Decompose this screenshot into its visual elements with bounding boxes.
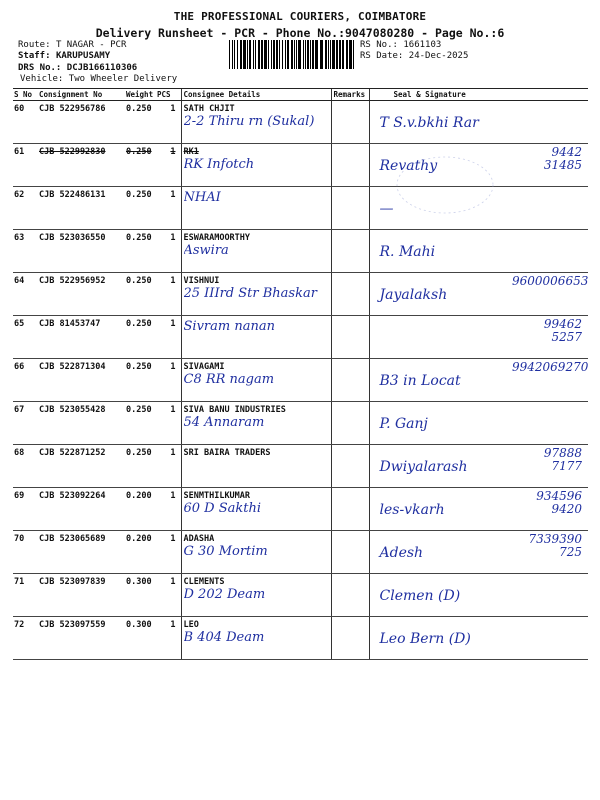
row-pcs: 1: [155, 101, 181, 144]
row-sno: 67: [13, 402, 37, 445]
row-weight: 0.250: [124, 273, 155, 316]
row-sno: 61: [13, 144, 37, 187]
row-pcs: 1: [155, 402, 181, 445]
consignee-name: ADASHA: [183, 534, 215, 544]
consignee-handwritten-address: D 202 Deam: [183, 587, 266, 602]
table-row: [13, 230, 588, 273]
row-consignment-no: CJB 522956786: [37, 101, 124, 144]
row-consignment-no: CJB 522486131: [37, 187, 124, 230]
row-consignment-no: CJB 522871304: [37, 359, 124, 402]
consignee-name: RK1: [183, 147, 199, 157]
consignee-name: SENMTHILKUMAR: [183, 491, 251, 501]
row-pcs: 1: [155, 445, 181, 488]
staff-label: Staff:: [18, 51, 56, 61]
recipient-phone: 934596 9420: [536, 489, 582, 516]
consignee-name: SIVA BANU INDUSTRIES: [183, 405, 286, 415]
row-pcs: 1: [155, 273, 181, 316]
row-pcs: 1: [155, 187, 181, 230]
row-consignment-no: CJB 523097559: [37, 617, 124, 660]
vehicle-value: Two Wheeler Delivery: [68, 74, 178, 84]
row-weight: 0.250: [124, 445, 155, 488]
row-signature: [369, 230, 588, 273]
row-consignment-no: CJB 522992830: [37, 144, 124, 187]
row-pcs: 1: [155, 144, 181, 187]
row-consignee: [181, 230, 331, 273]
consignee-name: VISHNUI: [183, 276, 220, 286]
table-row: [13, 187, 588, 230]
row-pcs: 1: [155, 359, 181, 402]
consignee-name: SATH CHJIT: [183, 104, 235, 114]
row-remarks: [331, 144, 369, 187]
consignee-handwritten-address: 2-2 Thiru rn (Sukal): [183, 114, 315, 129]
vehicle-label: Vehicle:: [20, 74, 69, 84]
row-consignee: [181, 359, 331, 402]
row-signature: [369, 402, 588, 445]
route-value: T NAGAR - PCR: [55, 40, 127, 50]
row-signature: [369, 617, 588, 660]
consignee-handwritten-address: Aswira: [183, 243, 229, 258]
vehicle-line: [20, 74, 177, 85]
recipient-phone: 7339390 725: [528, 532, 582, 559]
row-remarks: [331, 402, 369, 445]
row-remarks: [331, 445, 369, 488]
col-remarks: Remarks: [331, 89, 369, 101]
col-consignment: Consignment No: [37, 89, 124, 101]
row-consignment-no: CJB 523055428: [37, 402, 124, 445]
row-remarks: [331, 273, 369, 316]
row-sno: 66: [13, 359, 37, 402]
table-row: [13, 488, 588, 531]
runsheet-table: [13, 88, 588, 660]
table-row: [13, 101, 588, 144]
consignee-name: SIVAGAMI: [183, 362, 225, 372]
rs-no-label: RS No.:: [360, 40, 404, 50]
row-consignment-no: CJB 522956952: [37, 273, 124, 316]
col-signature: Seal & Signature: [369, 89, 588, 101]
row-remarks: [331, 531, 369, 574]
consignee-handwritten-address: RK Infotch: [183, 157, 255, 172]
row-consignee: [181, 316, 331, 359]
staff-value: KARUPUSAMY: [55, 51, 111, 61]
recipient-signature: —: [379, 201, 394, 217]
table-row: [13, 273, 588, 316]
row-sno: 62: [13, 187, 37, 230]
row-consignee: [181, 144, 331, 187]
row-consignee: [181, 402, 331, 445]
row-remarks: [331, 316, 369, 359]
drs-value: DCJB166110306: [66, 63, 138, 73]
row-remarks: [331, 488, 369, 531]
row-sno: 72: [13, 617, 37, 660]
row-remarks: [331, 574, 369, 617]
rs-no-value: 1661103: [403, 40, 442, 50]
col-weight: Weight: [126, 90, 154, 99]
consignee-name: SRI BAIRA TRADERS: [183, 448, 271, 458]
row-signature: [369, 574, 588, 617]
row-sno: 64: [13, 273, 37, 316]
table-row: [13, 574, 588, 617]
table-row: [13, 144, 588, 187]
row-signature: [369, 445, 588, 488]
table-row: [13, 402, 588, 445]
row-consignment-no: CJB 81453747: [37, 316, 124, 359]
recipient-signature: P. Ganj: [379, 416, 428, 432]
recipient-signature: les-vkarh: [379, 502, 445, 518]
row-remarks: [331, 187, 369, 230]
table-row: [13, 316, 588, 359]
row-sno: 68: [13, 445, 37, 488]
row-weight: 0.300: [124, 574, 155, 617]
consignee-name: LEO: [183, 620, 199, 630]
company-title: THE PROFESSIONAL COURIERS, COIMBATORE: [173, 10, 427, 23]
row-consignment-no: CJB 522871252: [37, 445, 124, 488]
row-weight: 0.250: [124, 101, 155, 144]
rs-date-line: [360, 51, 468, 62]
row-signature: [369, 488, 588, 531]
row-weight: 0.200: [124, 531, 155, 574]
row-remarks: [331, 359, 369, 402]
consignee-handwritten-address: G 30 Mortim: [183, 544, 268, 559]
row-sno: 63: [13, 230, 37, 273]
row-weight: 0.250: [124, 402, 155, 445]
drs-line: [18, 63, 137, 74]
recipient-phone: 9442 31485: [543, 145, 582, 172]
row-consignment-no: CJB 523065689: [37, 531, 124, 574]
table-row: [13, 617, 588, 660]
recipient-signature: Revathy: [379, 158, 438, 174]
row-weight: 0.250: [124, 144, 155, 187]
recipient-signature: B3 in Locat: [379, 373, 461, 389]
consignee-handwritten-address: 25 IIIrd Str Bhaskar: [183, 286, 317, 301]
route-label: Route:: [18, 40, 56, 50]
recipient-signature: T S.v.bkhi Rar: [379, 115, 479, 131]
col-sno: S No: [13, 89, 37, 101]
row-consignment-no: CJB 523092264: [37, 488, 124, 531]
recipient-phone: 9600006653: [512, 274, 589, 288]
row-sno: 71: [13, 574, 37, 617]
runsheet-subtitle: Delivery Runsheet - PCR - Phone No.:9047080280 - Page No.:6: [95, 26, 505, 40]
consignee-handwritten-address: Sivram nanan: [183, 319, 275, 334]
row-signature: [369, 273, 588, 316]
table-row: [13, 531, 588, 574]
row-sno: 65: [13, 316, 37, 359]
row-consignment-no: CJB 523097839: [37, 574, 124, 617]
recipient-phone: 9942069270: [512, 360, 589, 374]
table-header-row: [13, 89, 588, 101]
rs-date-label: RS Date:: [360, 51, 409, 61]
consignee-handwritten-address: C8 RR nagam: [183, 372, 275, 387]
row-consignee: [181, 574, 331, 617]
row-signature: [369, 359, 588, 402]
row-weight: 0.250: [124, 230, 155, 273]
recipient-phone: 97888 7177: [543, 446, 582, 473]
consignee-name: ESWARAMOORTHY: [183, 233, 251, 243]
col-consignee: Consignee Details: [181, 89, 331, 101]
consignee-handwritten-address: B 404 Deam: [183, 630, 265, 645]
row-sno: 70: [13, 531, 37, 574]
row-weight: 0.250: [124, 359, 155, 402]
barcode: [229, 40, 355, 69]
rs-date-value: 24-Dec-2025: [408, 51, 469, 61]
consignee-handwritten-address: 54 Annaram: [183, 415, 265, 430]
table-row: [13, 359, 588, 402]
row-pcs: 1: [155, 617, 181, 660]
row-consignee: [181, 531, 331, 574]
stamp-smudge: [390, 150, 500, 220]
row-consignee: [181, 617, 331, 660]
row-pcs: 1: [155, 316, 181, 359]
row-remarks: [331, 101, 369, 144]
row-consignee: [181, 187, 331, 230]
recipient-signature: Clemen (D): [379, 588, 461, 604]
row-consignee: [181, 445, 331, 488]
row-sno: 69: [13, 488, 37, 531]
route-line: [18, 40, 126, 51]
row-pcs: 1: [155, 230, 181, 273]
recipient-signature: Jayalaksh: [379, 287, 448, 303]
row-pcs: 1: [155, 531, 181, 574]
row-weight: 0.200: [124, 488, 155, 531]
consignee-handwritten-address: NHAI: [183, 190, 221, 205]
row-consignee: [181, 273, 331, 316]
row-consignment-no: CJB 523036550: [37, 230, 124, 273]
row-sno: 60: [13, 101, 37, 144]
recipient-signature: R. Mahi: [379, 244, 436, 260]
row-weight: 0.250: [124, 316, 155, 359]
row-signature: [369, 531, 588, 574]
rs-no-line: [360, 40, 441, 51]
table-row: [13, 445, 588, 488]
consignee-handwritten-address: 60 D Sakthi: [183, 501, 262, 516]
recipient-signature: Leo Bern (D): [379, 631, 471, 647]
row-signature: [369, 101, 588, 144]
row-remarks: [331, 617, 369, 660]
recipient-signature: Adesh: [379, 545, 424, 561]
row-consignee: [181, 101, 331, 144]
col-pcs: PCS: [155, 89, 181, 101]
row-signature: [369, 316, 588, 359]
drs-label: DRS No.:: [18, 63, 67, 73]
recipient-signature: Dwiyalarash: [379, 459, 468, 475]
row-weight: 0.300: [124, 617, 155, 660]
row-consignee: [181, 488, 331, 531]
row-weight: 0.250: [124, 187, 155, 230]
recipient-phone: 99462 5257: [543, 317, 582, 344]
row-pcs: 1: [155, 488, 181, 531]
consignee-name: CLEMENTS: [183, 577, 225, 587]
row-remarks: [331, 230, 369, 273]
staff-line: [18, 51, 110, 62]
row-pcs: 1: [155, 574, 181, 617]
